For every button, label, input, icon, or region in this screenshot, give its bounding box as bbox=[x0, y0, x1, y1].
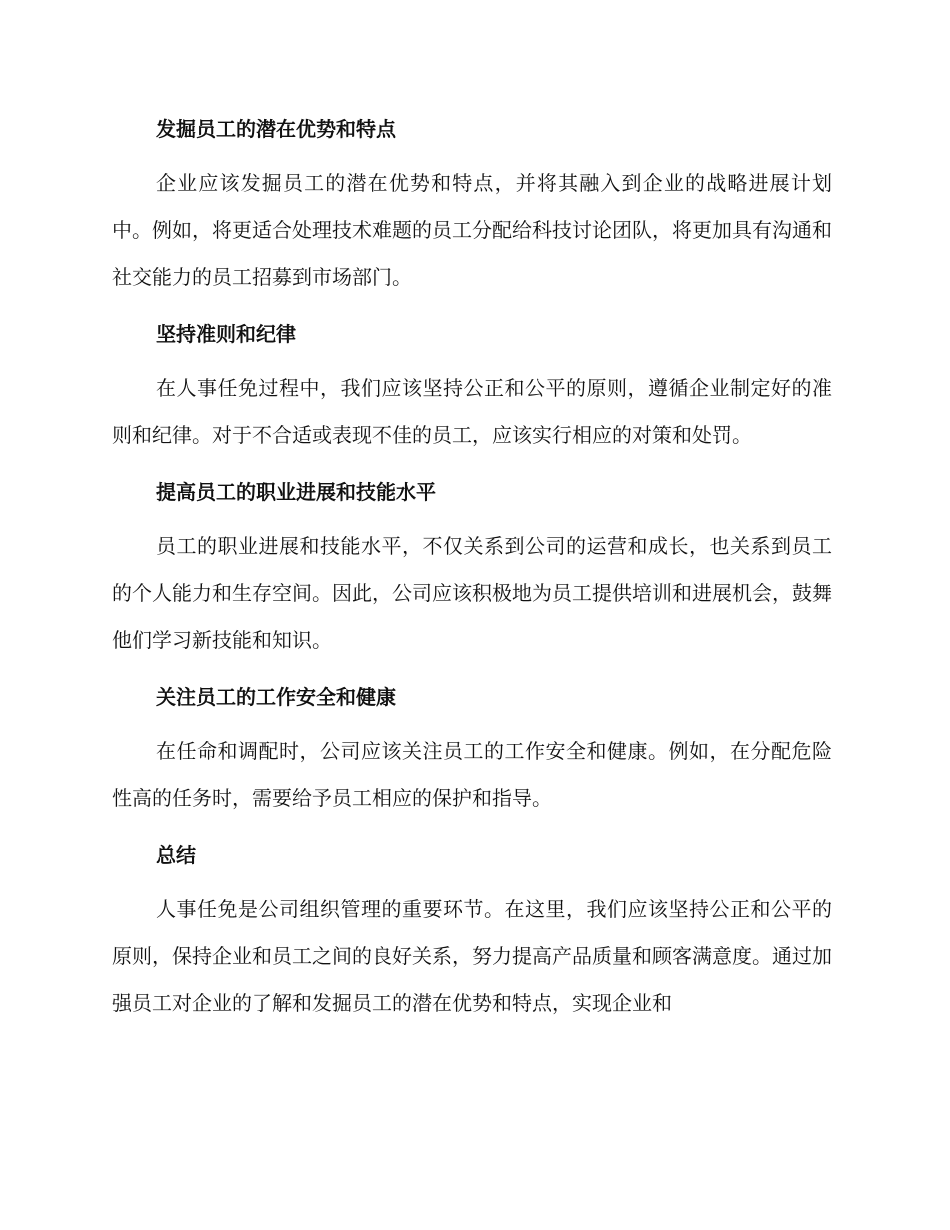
section-heading: 发掘员工的潜在优势和特点 bbox=[156, 117, 396, 141]
summary-heading: 总结 bbox=[156, 843, 196, 867]
document-body bbox=[112, 108, 832, 1027]
section-heading: 关注员工的工作安全和健康 bbox=[156, 685, 396, 709]
section-paragraph: 员工的职业进展和技能水平，不仅关系到公司的运营和成长，也关系到员工的个人能力和生存空间。因此，公司应该积极地为员工提供培训和进展机会，鼓舞他们学习新技能和知识。 bbox=[112, 534, 832, 652]
section-heading: 坚持准则和纪律 bbox=[156, 322, 296, 346]
section-paragraph: 在人事任免过程中，我们应该坚持公正和公平的原则，遵循企业制定好的准则和纪律。对于不合适或表现不佳的员工，应该实行相应的对策和处罚。 bbox=[112, 376, 832, 447]
section-paragraph: 在任命和调配时，公司应该关注员工的工作安全和健康。例如，在分配危险性高的任务时，需要给予员工相应的保护和指导。 bbox=[112, 739, 832, 810]
summary-paragraph: 人事任免是公司组织管理的重要环节。在这里，我们应该坚持公正和公平的原则，保持企业和员工之间的良好关系，努力提高产品质量和顾客满意度。通过加强员工对企业的了解和发掘员工的潜在优势和特点，实现企业和 bbox=[112, 897, 832, 1015]
section-heading: 提高员工的职业进展和技能水平 bbox=[156, 480, 436, 504]
section-paragraph: 企业应该发掘员工的潜在优势和特点，并将其融入到企业的战略进展计划中。例如，将更适合处理技术难题的员工分配给科技讨论团队，将更加具有沟通和社交能力的员工招募到市场部门。 bbox=[112, 171, 832, 289]
